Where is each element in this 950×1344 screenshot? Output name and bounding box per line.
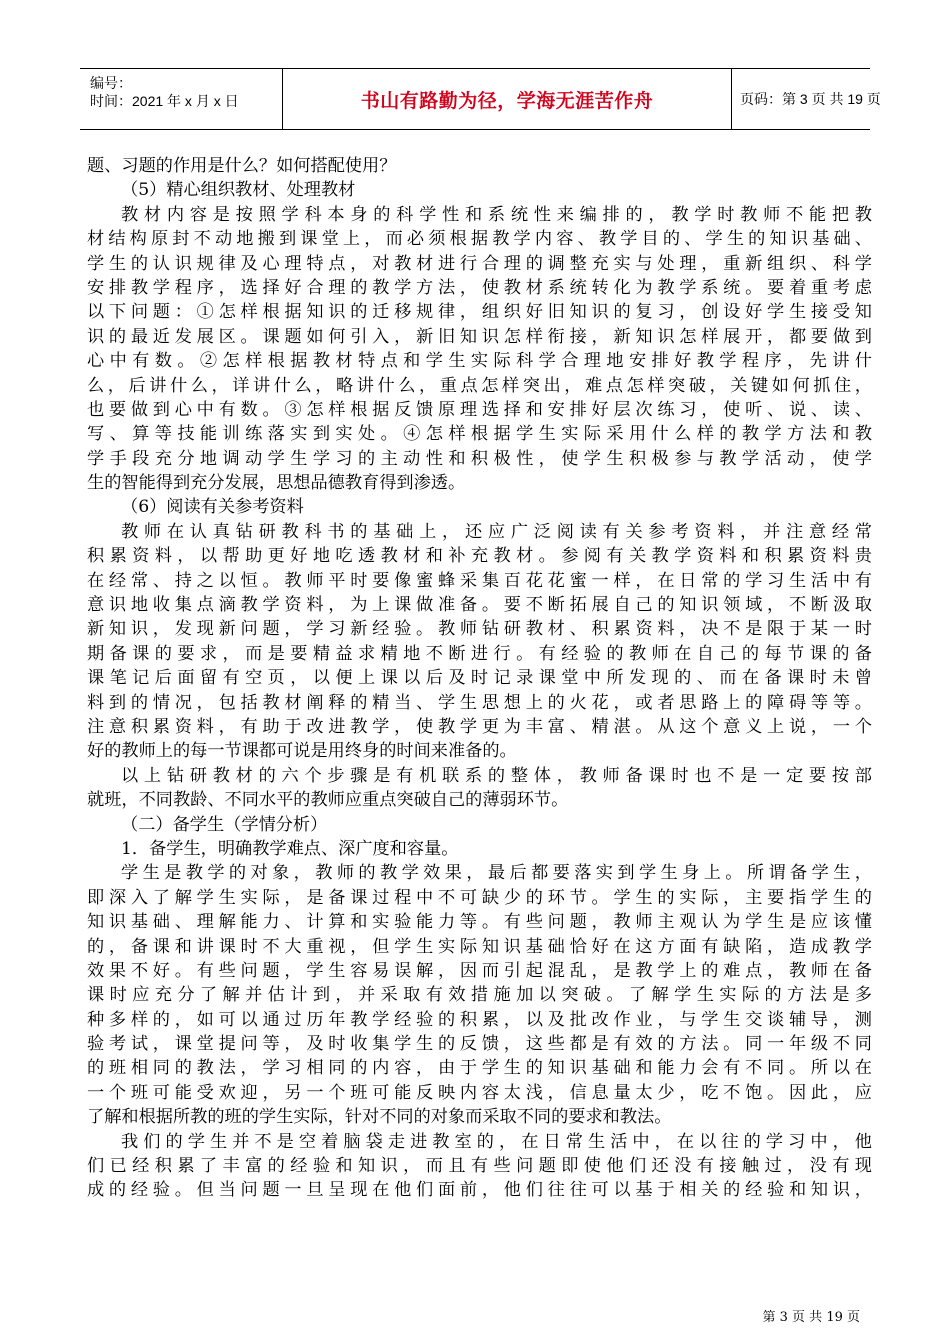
text-line: 以上钻研教材的六个步骤是有机联系的整体，教师备课时也不是一定要按部 bbox=[121, 765, 872, 786]
text-line: 在经常、持之以恒。教师平时要像蜜蜂采集百花花蜜一样，在日常的学习生活中有 bbox=[87, 570, 872, 591]
document-number-label: 编号： bbox=[90, 75, 132, 91]
text-line: 好的教师上的每一节课都可说是用终身的时间来准备的。 bbox=[87, 741, 517, 762]
page-footer: 第 3 页 共 19 页 bbox=[762, 1310, 860, 1325]
text-line: 了解和根据所教的班的学生实际，针对不同的对象而采取不同的要求和教法。 bbox=[87, 1107, 672, 1128]
text-line: 种多样的，如可以通过历年教学经验的积累，以及批改作业，与学生交谈辅导，测 bbox=[87, 1009, 872, 1030]
section-heading: （6）阅读有关参考资料 bbox=[121, 497, 304, 518]
text-line: 一个班可能受欢迎，另一个班可能反映内容太浅，信息量太少，吃不饱。因此，应 bbox=[87, 1082, 872, 1103]
text-line: 效果不好。有些问题，学生容易误解，因而引起混乱，是教学上的难点，教师在备 bbox=[87, 960, 872, 981]
subsection-heading: 1．备学生，明确教学难点、深广度和容量。 bbox=[121, 838, 459, 859]
text-line: 意识地收集点滴教学资料，为上课做准备。要不断拓展自己的知识领域，不断汲取 bbox=[87, 595, 872, 616]
text-line: 材结构原封不动地搬到课堂上，而必须根据教学内容、教学目的、学生的知识基础、 bbox=[87, 229, 872, 250]
text-line: 学生的认识规律及心理特点，对教材进行合理的调整充实与处理，重新组织、科学 bbox=[87, 253, 872, 274]
section-heading: （二）备学生（学情分析） bbox=[121, 814, 328, 835]
text-line: 成的经验。但当问题一旦呈现在他们面前，他们往往可以基于相关的经验和知识， bbox=[87, 1180, 872, 1201]
text-line: 教材内容是按照学科本身的科学性和系统性来编排的，教学时教师不能把教 bbox=[121, 204, 872, 225]
text-line: 注意积累资料，有助于改进教学，使教学更为丰富、精湛。从这个意义上说，一个 bbox=[87, 716, 872, 737]
text-line: 验考试，课堂提问等，及时收集学生的反馈，这些都是有效的方法。同一年级不同 bbox=[87, 1034, 872, 1055]
text-line: 教师在认真钻研教科书的基础上，还应广泛阅读有关参考资料，并注意经常 bbox=[121, 521, 872, 542]
text-line: 也要做到心中有数。③怎样根据反馈原理选择和安排好层次练习，使听、说、读、 bbox=[87, 399, 872, 420]
text-line: 么，后讲什么，详讲什么，略讲什么，重点怎样突出，难点怎样突破，关键如何抓住， bbox=[87, 375, 872, 396]
header-motto-cell bbox=[283, 69, 732, 129]
text-line: 心中有数。②怎样根据教材特点和学生实际科学合理地安排好教学程序，先讲什 bbox=[87, 351, 872, 372]
text-line: 即深入了解学生实际，是备课过程中不可缺少的环节。学生的实际，主要指学生的 bbox=[87, 887, 872, 908]
body-text bbox=[87, 154, 872, 1203]
text-line: 的班相同的教法，学习相同的内容，由于学生的知识基础和能力会有不同。所以在 bbox=[87, 1058, 872, 1079]
text-line: 安排教学程序，选择好合理的教学方法，使教材系统转化为教学系统。要着重考虑 bbox=[87, 277, 872, 298]
text-line: 知识基础、理解能力、计算和实验能力等。有些问题，教师主观认为学生是应该懂 bbox=[87, 912, 872, 933]
text-line: 新知识，发现新问题，学习新经验。教师钻研教材、积累资料，决不是限于某一时 bbox=[87, 619, 872, 640]
text-line: 们已经积累了丰富的经验和知识，而且有些问题即使他们还没有接触过，没有现 bbox=[87, 1156, 872, 1177]
text-line: 写、算等技能训练落实到实处。④怎样根据学生实际采用什么样的教学方法和教 bbox=[87, 424, 872, 445]
text-line: 生的智能得到充分发展，思想品德教育得到渗透。 bbox=[87, 473, 466, 494]
page-header bbox=[80, 68, 881, 130]
header-page-info: 页码：第 3 页 共 19 页 bbox=[740, 91, 881, 107]
text-line: 就班，不同教龄、不同水平的教师应重点突破自己的薄弱环节。 bbox=[87, 790, 569, 811]
text-line: 课笔记后面留有空页，以便上课以后及时记录课堂中所发现的、而在备课时未曾 bbox=[87, 668, 872, 689]
text-line: 学手段充分地调动学生学习的主动性和积极性，使学生积极参与教学活动，使学 bbox=[87, 448, 872, 469]
header-page-cell bbox=[732, 69, 881, 129]
section-heading: （5）精心组织教材、处理教材 bbox=[121, 180, 356, 201]
text-line: 以下问题：①怎样根据知识的迁移规律，组织好旧知识的复习，创设好学生接受知 bbox=[87, 302, 872, 323]
text-line: 课时应充分了解并估计到，并采取有效措施加以突破。了解学生实际的方法是多 bbox=[87, 985, 872, 1006]
text-line: 料到的情况，包括教材阐释的精当、学生思想上的火花，或者思路上的障碍等等。 bbox=[87, 692, 872, 713]
header-meta-cell bbox=[80, 69, 283, 129]
text-line: 识的最近发展区。课题如何引入，新旧知识怎样衔接，新知识怎样展开，都要做到 bbox=[87, 326, 872, 347]
text-line: 题、习题的作用是什么？如何搭配使用？ bbox=[87, 156, 397, 176]
text-line: 学生是教学的对象，教师的教学效果，最后都要落实到学生身上。所谓备学生， bbox=[121, 863, 872, 884]
text-line: 的，备课和讲课时不大重视，但学生实际知识基础恰好在这方面有缺陷，造成教学 bbox=[87, 936, 872, 957]
header-motto: 书山有路勤为径，学海无涯苦作舟 bbox=[360, 89, 654, 112]
text-line: 期备课的要求，而是要精益求精地不断进行。有经验的教师在自己的每节课的备 bbox=[87, 643, 872, 664]
document-date: 时间：2021 年 x 月 x 日 bbox=[90, 93, 239, 109]
text-line: 我们的学生并不是空着脑袋走进教室的，在日常生活中，在以往的学习中，他 bbox=[121, 1131, 872, 1152]
text-line: 积累资料，以帮助更好地吃透教材和补充教材。参阅有关教学资料和积累资料贵 bbox=[87, 546, 872, 567]
